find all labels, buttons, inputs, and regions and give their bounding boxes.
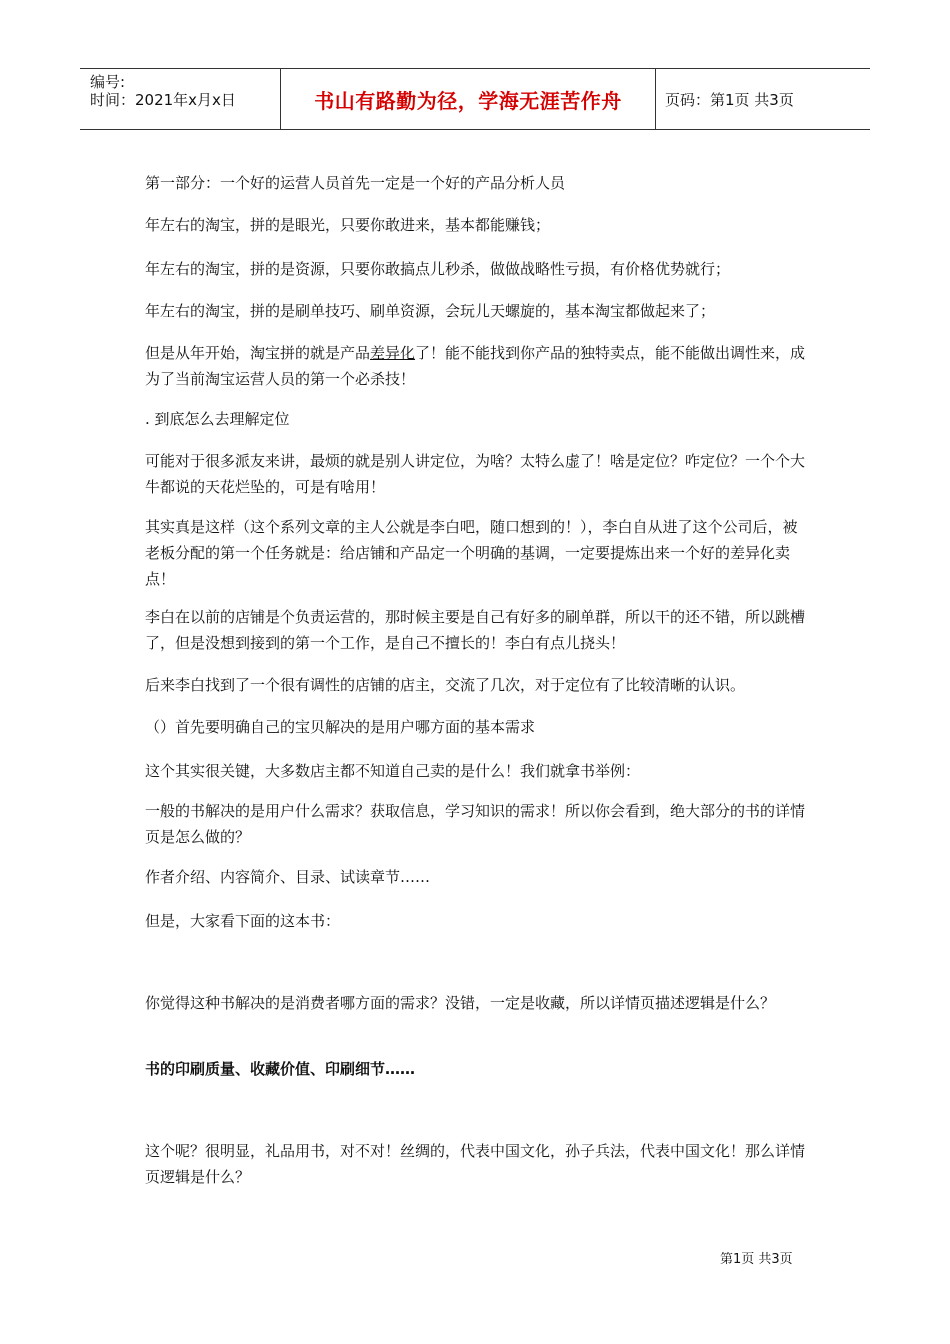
underlined-term: 差异化 xyxy=(370,344,416,362)
paragraph: 一般的书解决的是用户什么需求？获取信息，学习知识的需求！所以你会看到，绝大部分的书的详情页是怎么做的？ xyxy=(145,802,806,846)
paragraph-text: 但是从年开始，淘宝拼的就是产品 xyxy=(145,344,371,362)
paragraph: 后来李白找到了一个很有调性的店铺的店主，交流了几次，对于定位有了比较清晰的认识。 xyxy=(145,676,746,694)
header-page-label: 页码：第1页 共3页 xyxy=(665,90,794,109)
paragraph: 这个其实很关键，大多数店主都不知道自己卖的是什么！我们就拿书举例： xyxy=(145,762,641,780)
paragraph: 这个呢？很明显，礼品用书，对不对！丝绸的，代表中国文化，孙子兵法，代表中国文化！那么详情页逻辑是什么？ xyxy=(145,1142,806,1186)
paragraph: 年左右的淘宝，拼的是眼光，只要你敢进来，基本都能赚钱； xyxy=(145,216,551,234)
paragraph: 年左右的淘宝，拼的是资源，只要你敢搞点儿秒杀，做做战略性亏损，有价格优势就行； xyxy=(145,260,731,278)
page-footer: 第1页 共3页 xyxy=(720,1252,793,1267)
section-heading: . 到底怎么去理解定位 xyxy=(145,410,290,428)
header-motto: 书山有路勤为径，学海无涯苦作舟 xyxy=(280,69,656,129)
page-header xyxy=(80,68,870,130)
paragraph: 第一部分：一个好的运营人员首先一定是一个好的产品分析人员 xyxy=(145,174,566,192)
paragraph: 可能对于很多派友来讲，最烦的就是别人讲定位，为啥？太特么虚了！啥是定位？咋定位？一个个大牛都说的天花烂坠的，可是有啥用！ xyxy=(145,452,806,496)
paragraph: 年左右的淘宝，拼的是刷单技巧、刷单资源，会玩儿天螺旋的，基本淘宝都做起来了； xyxy=(145,302,716,320)
paragraph-text: 了！能不能找到你产品的独特卖点，能不能做出调性来，成为了当前淘宝运营人员的第一个必杀技！ xyxy=(145,344,806,388)
header-meta xyxy=(80,69,280,129)
time-label: 时间：2021年x月x日 xyxy=(90,91,236,109)
paragraph: 李白在以前的店铺是个负责运营的，那时候主要是自己有好多的刷单群，所以干的还不错，所以跳槽了，但是没想到接到的第一个工作，是自己不擅长的！李白有点儿挠头！ xyxy=(145,608,806,652)
subsection-heading: （）首先要明确自己的宝贝解决的是用户哪方面的基本需求 xyxy=(145,718,536,736)
bold-line: 书的印刷质量、收藏价值、印刷细节…… xyxy=(145,1060,416,1078)
paragraph: 你觉得这种书解决的是消费者哪方面的需求？没错，一定是收藏，所以详情页描述逻辑是什么？ xyxy=(145,994,776,1012)
paragraph: 作者介绍、内容简介、目录、试读章节…… xyxy=(145,868,431,886)
paragraph: 但是，大家看下面的这本书： xyxy=(145,912,341,930)
number-label: 编号: xyxy=(90,73,126,91)
paragraph: 其实真是这样（这个系列文章的主人公就是李白吧，随口想到的！），李白自从进了这个公司后，被老板分配的第一个任务就是：给店铺和产品定一个明确的基调，一定要提炼出来一个好的差异化卖点！ xyxy=(145,518,798,588)
paragraph xyxy=(145,340,810,392)
